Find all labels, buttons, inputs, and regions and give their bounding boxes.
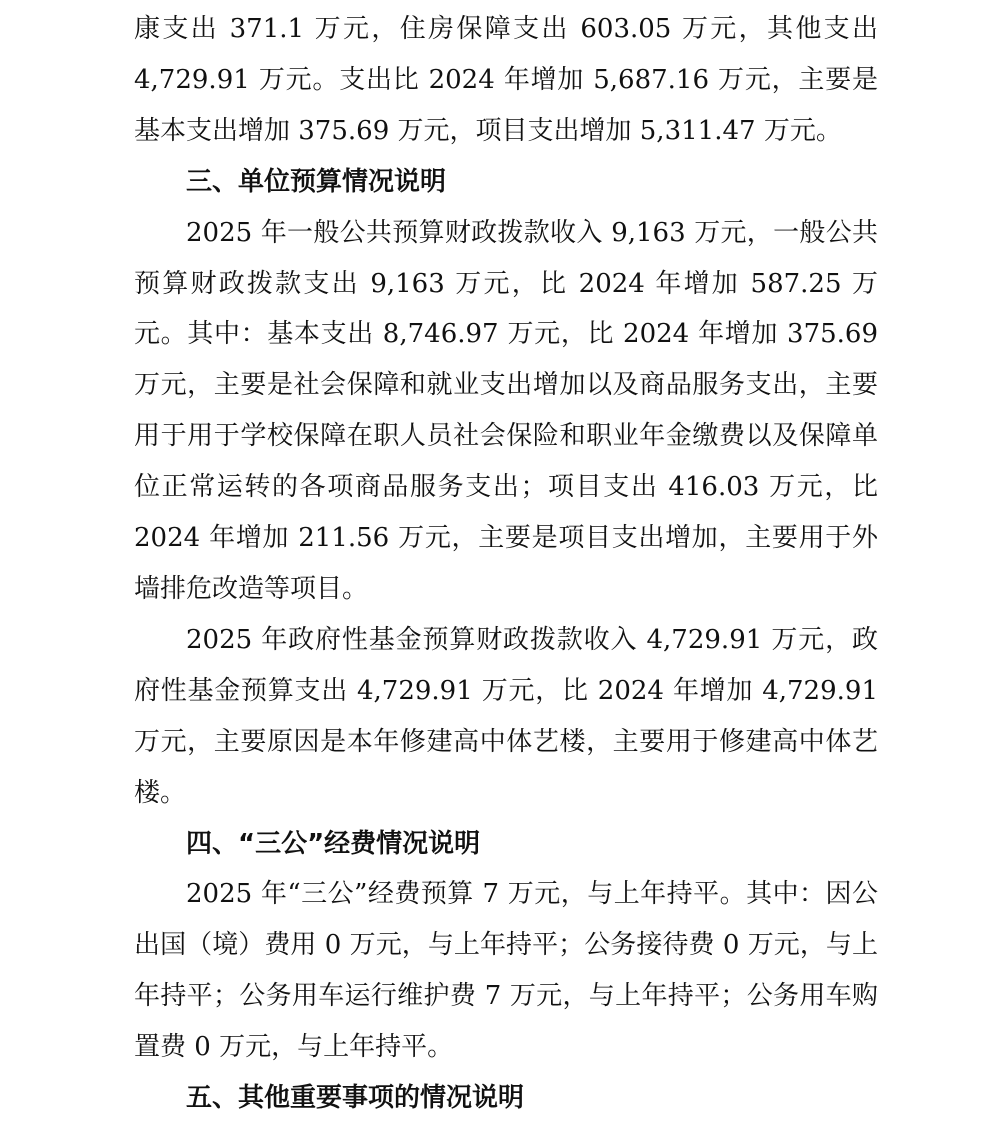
intro-paragraph: 康支出 371.1 万元，住房保障支出 603.05 万元，其他支出 4,729.91 万元。支出比 2024 年增加 5,687.16 万元，主要是基本支出增加 375.69 万元，项目支出增加 5,311.47 万元。 <box>134 14 878 146</box>
section-3-paragraph-2: 2025 年政府性基金预算财政拨款收入 4,729.91 万元，政府性基金预算支出 4,729.91 万元，比 2024 年增加 4,729.91 万元，主要原因是本年修建高中体艺楼，主要用于修建高中体艺楼。 <box>134 624 878 808</box>
section-3-paragraph-1: 2025 年一般公共预算财政拨款收入 9,163 万元，一般公共预算财政拨款支出 9,163 万元，比 2024 年增加 587.25 万元。其中：基本支出 8,746.97 万元，比 2024 年增加 375.69 万元，主要是社会保障和就业支出增加以及商品服务支出，主要用于用于学校保障在职人员社会保险和职业年金缴费以及保障单位正常运转的各项商品服务支出；项目支出 416.03 万元，比 2024 年增加 211.56 万元，主要是项目支出增加，主要用于外墙排危改造等项目。 <box>134 217 878 604</box>
document-body <box>134 4 878 1124</box>
section-4-heading: 四、“三公”经费情况说明 <box>186 828 481 859</box>
section-5-heading: 五、其他重要事项的情况说明 <box>186 1083 525 1114</box>
section-3-heading: 三、单位预算情况说明 <box>186 166 447 197</box>
section-4-paragraph-1: 2025 年“三公”经费预算 7 万元，与上年持平。其中：因公出国（境）费用 0 万元，与上年持平；公务接待费 0 万元，与上年持平；公务用车运行维护费 7 万元，与上年持平；公务用车购置费 0 万元，与上年持平。 <box>134 879 878 1063</box>
